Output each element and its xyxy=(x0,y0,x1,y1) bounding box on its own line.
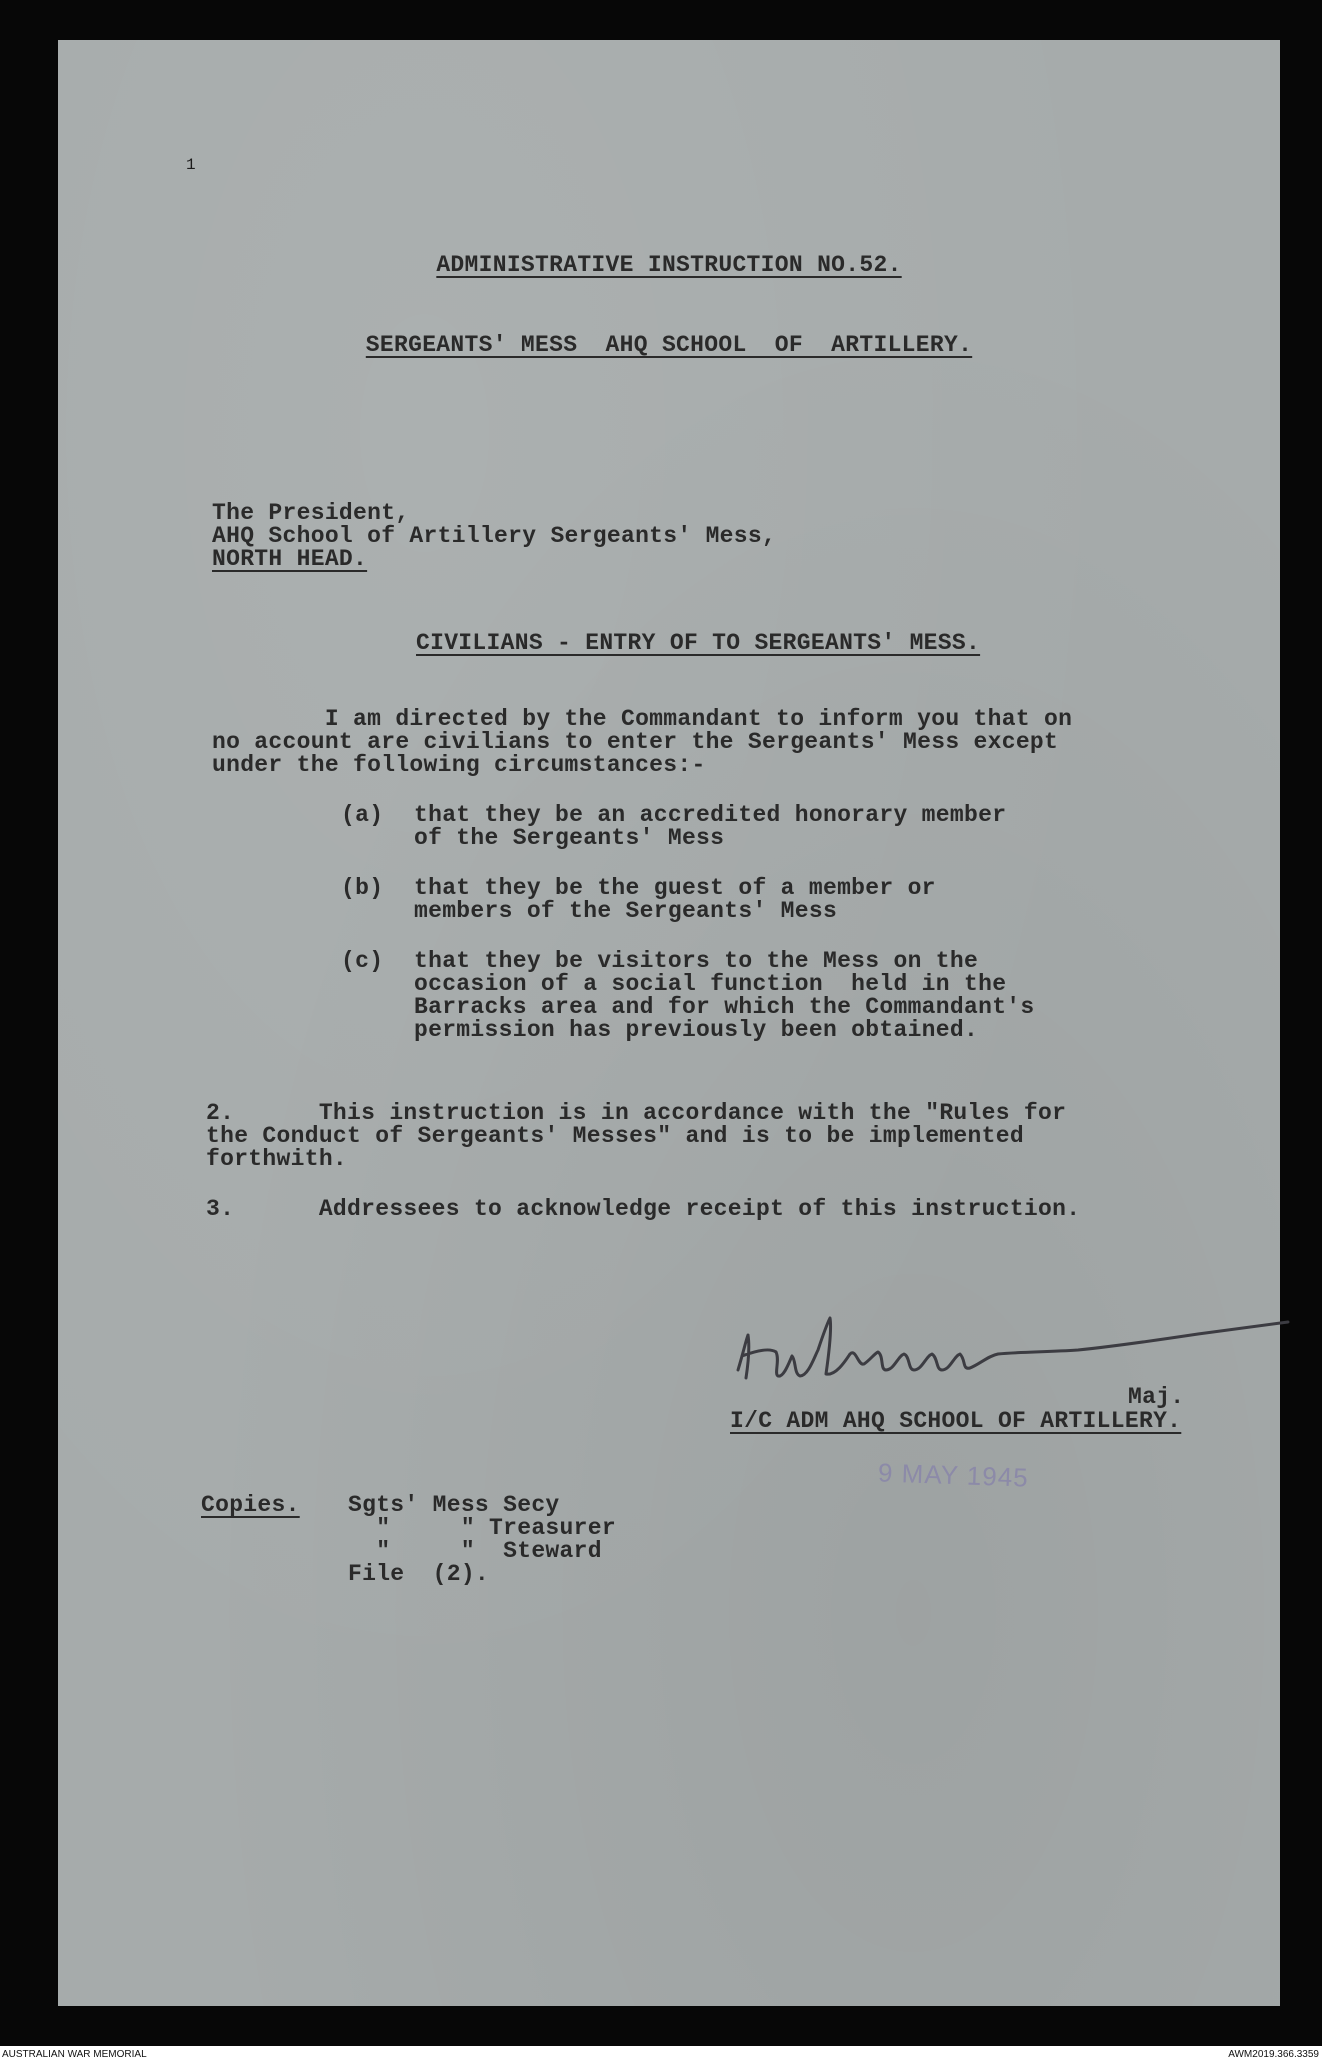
intro-line: under the following circumstances:- xyxy=(212,752,706,778)
copies-line: " " Steward xyxy=(348,1538,602,1564)
condition-label: (b) xyxy=(341,875,384,901)
copies-line: File (2). xyxy=(348,1561,490,1587)
condition-line: members of the Sergeants' Mess xyxy=(414,898,838,924)
footer-accession-number: AWM2019.366.3359 xyxy=(1228,2049,1319,2060)
intro-line: I am directed by the Commandant to inform you that on xyxy=(212,706,1073,732)
paragraph-2-line: forthwith. xyxy=(206,1146,348,1172)
address-line-2: AHQ School of Artillery Sergeants' Mess, xyxy=(212,523,777,549)
condition-line: permission has previously been obtained. xyxy=(414,1017,979,1043)
signature-image xyxy=(718,1290,1298,1410)
subject-line: CIVILIANS - ENTRY OF TO SERGEANTS' MESS. xyxy=(416,630,981,656)
condition-line: of the Sergeants' Mess xyxy=(414,825,725,851)
date-stamp: 9 MAY 1945 xyxy=(877,1457,1030,1493)
document-page xyxy=(58,40,1280,2006)
signature-position: I/C ADM AHQ SCHOOL OF ARTILLERY. xyxy=(730,1408,1182,1434)
condition-label: (a) xyxy=(341,802,384,828)
condition-line: that they be visitors to the Mess on the xyxy=(414,948,979,974)
condition-line: Barracks area and for which the Commandant's xyxy=(414,994,1035,1020)
footer-source: AUSTRALIAN WAR MEMORIAL xyxy=(2,2049,147,2060)
corner-mark: 1 xyxy=(186,156,196,174)
copies-label: Copies. xyxy=(201,1492,300,1518)
condition-line: that they be an accredited honorary member xyxy=(414,802,1007,828)
condition-line: that they be the guest of a member or xyxy=(414,875,936,901)
condition-label: (c) xyxy=(341,948,384,974)
document-title: ADMINISTRATIVE INSTRUCTION NO.52. xyxy=(436,252,902,278)
address-line-1: The President, xyxy=(212,500,410,526)
copies-line: " " Treasurer xyxy=(348,1515,616,1541)
intro-line: no account are civilians to enter the Sergeants' Mess except xyxy=(212,729,1059,755)
address-line-3: NORTH HEAD. xyxy=(212,546,368,572)
signature-rank: Maj. xyxy=(1128,1384,1185,1410)
paragraph-2-line: 2. This instruction is in accordance with the "Rules for xyxy=(206,1100,1067,1126)
document-subtitle: SERGEANTS' MESS AHQ SCHOOL OF ARTILLERY. xyxy=(365,332,973,358)
paragraph-3: 3. Addressees to acknowledge receipt of this instruction. xyxy=(206,1196,1081,1222)
copies-line: Sgts' Mess Secy xyxy=(348,1492,560,1518)
condition-line: occasion of a social function held in the xyxy=(414,971,1007,997)
paragraph-2-line: the Conduct of Sergeants' Messes" and is to be implemented xyxy=(206,1123,1024,1149)
